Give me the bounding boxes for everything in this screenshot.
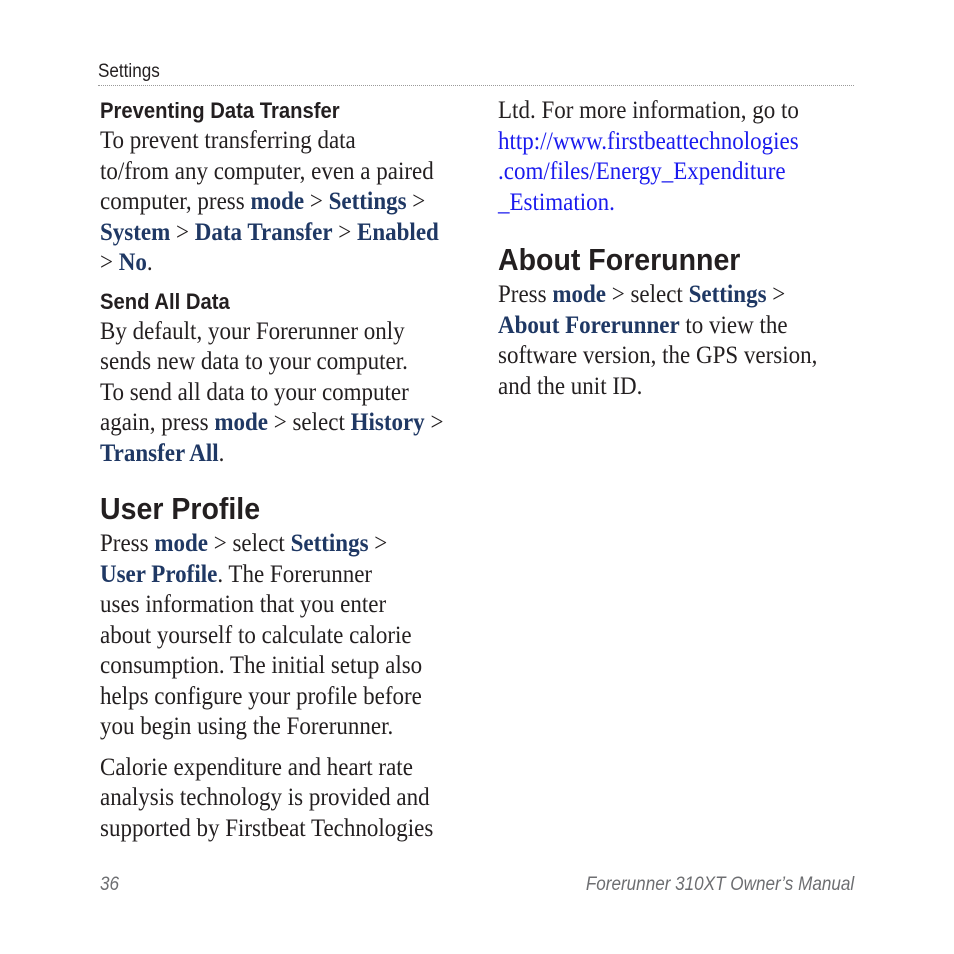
section-preventing-data-transfer [100,96,470,279]
about-forerunner-heading: About Forerunner [498,242,741,277]
firstbeat-link[interactable]: http://www.firstbeattechnologies [498,127,799,155]
text-line: helps configure your profile before [100,682,422,710]
firstbeat-paragraph [100,753,470,845]
send-all-data-body [100,317,470,470]
text-line: you begin using the Forerunner. [100,713,394,740]
menu-data-transfer: Data Transfer [194,218,333,246]
manual-title: Forerunner 310XT Owner’s Manual [585,874,854,895]
user-profile-body [100,529,470,743]
left-column [100,96,470,844]
user-profile-heading: User Profile [100,491,261,526]
page-number: 36 [100,874,120,895]
text-line: and the unit ID. [498,372,643,400]
preventing-data-transfer-body [100,126,470,279]
option-no: No [118,249,147,276]
text-line: To prevent transferring data [100,127,356,154]
right-column [498,96,858,402]
menu-settings: Settings [688,281,767,308]
text-line: Ltd. For more information, go to [498,97,799,124]
text-line: software version, the GPS version, [498,342,818,369]
menu-settings: Settings [290,530,369,557]
text-line: to/from any computer, even a paired [100,157,434,185]
menu-transfer-all: Transfer All [100,439,219,467]
text-line: uses information that you enter [100,591,387,618]
text-line: > No. [100,249,153,276]
firstbeat-link[interactable]: _Estimation. [498,188,615,216]
section-user-profile [100,489,470,844]
section-about-forerunner [498,240,858,402]
text-line: supported by Firstbeat Technologies [100,814,434,842]
text-line: analysis technology is provided and [100,784,430,811]
text-line: computer, press mode > Settings > [100,188,426,215]
key-mode: mode [214,409,269,436]
text-line: Transfer All. [100,439,225,467]
text-line: About Forerunner to view the [498,311,788,339]
text-line: Calorie expenditure and heart rate [100,753,413,781]
text-line: By default, your Forerunner only [100,317,405,345]
send-all-data-heading: Send All Data [100,288,230,314]
key-mode: mode [250,188,305,215]
text-line: sends new data to your computer. [100,348,408,375]
menu-history: History [350,409,425,436]
preventing-data-transfer-heading: Preventing Data Transfer [100,98,340,123]
text-line: consumption. The initial setup also [100,652,423,679]
text-line: System > Data Transfer > Enabled [100,218,439,246]
firstbeat-continuation [498,96,858,218]
text-line: User Profile. The Forerunner [100,560,373,588]
menu-system: System [100,218,171,246]
text-line: Press mode > select Settings > [100,530,388,557]
section-send-all-data [100,287,470,470]
text-line: again, press mode > select History > [100,409,444,436]
firstbeat-link[interactable]: .com/files/Energy_Expenditure [498,158,786,185]
menu-settings: Settings [328,188,407,215]
menu-enabled: Enabled [357,218,439,246]
key-mode: mode [154,530,208,557]
running-header: Settings [98,61,160,82]
text-line: about yourself to calculate calorie [100,621,412,649]
about-forerunner-body [498,280,858,402]
text-line: To send all data to your computer [100,378,409,406]
key-mode: mode [552,281,606,308]
text-line: Press mode > select Settings > [498,281,786,308]
header-divider [98,85,854,86]
menu-about-forerunner: About Forerunner [498,311,680,339]
menu-user-profile: User Profile [100,560,218,588]
